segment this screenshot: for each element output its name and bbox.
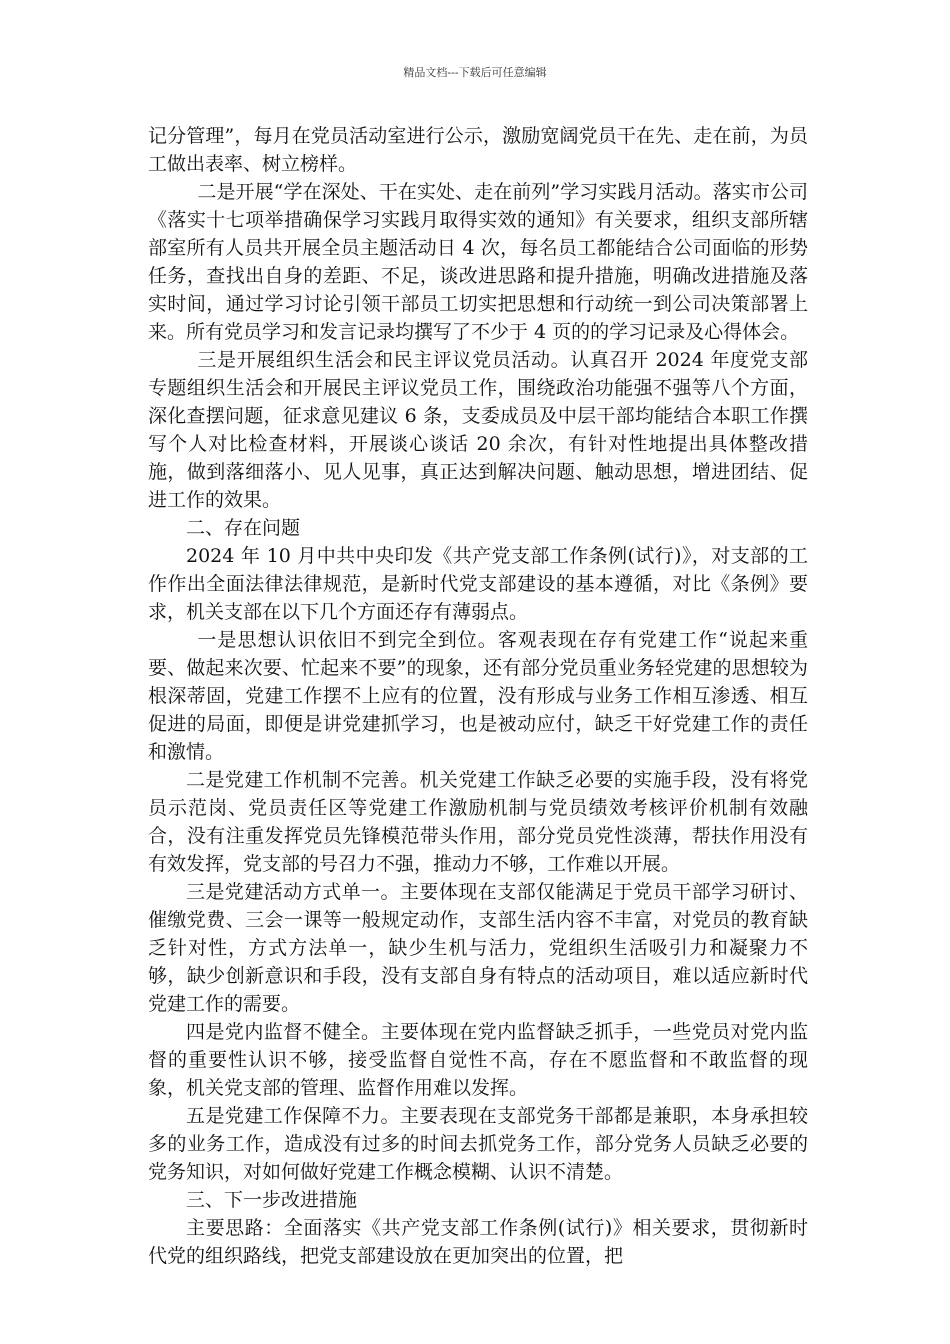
paragraph-regulations: 2024 年 10 月中共中央印发《共产党支部工作条例(试行)》，对支部的工作作出全面法律法律规范，是新时代党支部建设的基本遵循，对比《条例》要求，机关支部在以下几个方面还存有薄弱点。 xyxy=(148,545,808,623)
paragraph-problem-activities: 三是党建活动方式单一。主要体现在支部仅能满足于党员干部学习研讨、催缴党费、三会一课等一般规定动作，支部生活内容不丰富，对党员的教育缺乏针对性，方式方法单一，缺少生机与活力，党组织生活吸引力和凝聚力不够，缺少创新意识和手段，没有支部自身有特点的活动项目，难以适应新时代党建工作的需要。 xyxy=(148,881,808,1015)
paragraph-study-practice-month: 二是开展“学在深处、干在实处、走在前列”学习实践月活动。落实市公司《落实十七项举措确保学习实践月取得实效的通知》有关要求，组织支部所辖部室所有人员共开展全员主题活动日 4 次，每名员工都能结合公司面临的形势任务，查找出自身的差距、不足，谈改进思路和提升措施，明确改进措施及落实时间，通过学习讨论引领干部员工切实把思想和行动统一到公司决策部署上来。所有党员学习和发言记录均撰写了不少于 4 页的的学习记录及心得体会。 xyxy=(148,181,808,343)
paragraph-main-approach: 主要思路：全面落实《共产党支部工作条例(试行)》相关要求，贯彻新时代党的组织路线，把党支部建设放在更加突出的位置，把 xyxy=(148,1217,808,1267)
paragraph-organizational-life: 三是开展组织生活会和民主评议党员活动。认真召开 2024 年度党支部专题组织生活会和开展民主评议党员工作，围绕政治功能强不强等八个方面，深化查摆问题，征求意见建议 6 条，支委成员及中层干部均能结合本职工作撰写个人对比检查材料，开展谈心谈话 20 余次，有针对性地提出具体整改措施，做到落细落小、见人见事，真正达到解决问题、触动思想，增进团结、促进工作的效果。 xyxy=(148,349,808,511)
section-heading-next-steps: 三、下一步改进措施 xyxy=(186,1189,358,1211)
document-body xyxy=(148,122,808,1270)
paragraph-problem-supervision: 四是党内监督不健全。主要体现在党内监督缺乏抓手，一些党员对党内监督的重要性认识不够，接受监督自觉性不高，存在不愿监督和不敢监督的现象，机关党支部的管理、监督作用难以发挥。 xyxy=(148,1021,808,1099)
section-heading-problems: 二、存在问题 xyxy=(186,517,301,539)
paragraph-problem-awareness: 一是思想认识依旧不到完全到位。客观表现在存有党建工作“说起来重要、做起来次要、忙起来不要”的现象，还有部分党员重业务轻党建的思想较为根深蒂固，党建工作摆不上应有的位置，没有形成与业务工作相互渗透、相互促进的局面，即便是讲党建抓学习，也是被动应付，缺乏干好党建工作的责任和激情。 xyxy=(148,629,808,763)
paragraph-problem-support: 五是党建工作保障不力。主要表现在支部党务干部都是兼职，本身承担较多的业务工作，造成没有过多的时间去抓党务工作，部分党务人员缺乏必要的党务知识，对如何做好党建工作概念模糊、认识不清楚。 xyxy=(148,1105,808,1183)
page-header: 精品文档---下载后可任意编辑 xyxy=(403,66,547,79)
paragraph-problem-mechanism: 二是党建工作机制不完善。机关党建工作缺乏必要的实施手段，没有将党员示范岗、党员责任区等党建工作激励机制与党员绩效考核评价机制有效融合，没有注重发挥党员先锋模范带头作用，部分党员党性淡薄，帮扶作用没有有效发挥，党支部的号召力不强，推动力不够，工作难以开展。 xyxy=(148,769,808,875)
paragraph-continuation: 记分管理”，每月在党员活动室进行公示，激励宽阔党员干在先、走在前，为员工做出表率、树立榜样。 xyxy=(148,125,808,175)
